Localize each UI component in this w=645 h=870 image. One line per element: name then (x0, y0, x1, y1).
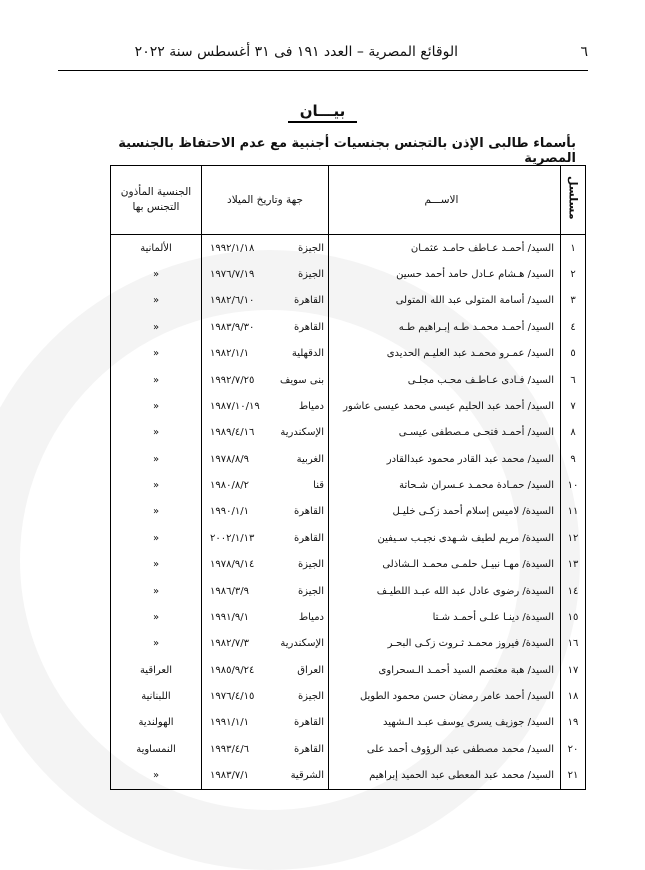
birth-cell-place: الجيزة (297, 585, 324, 597)
table-row (111, 446, 585, 472)
table-row (111, 288, 585, 314)
nationality-cell (111, 393, 202, 419)
name-cell (329, 736, 561, 762)
nationality-cell (111, 288, 202, 314)
birth-cell (202, 736, 329, 762)
serial-cell-no: ١٠ (567, 480, 579, 492)
nationality-cell-nationality: « (152, 559, 160, 571)
nationality-cell-nationality: « (152, 400, 160, 412)
birth-cell (202, 341, 329, 367)
name-cell (329, 367, 561, 393)
birth-cell-date: ١٩٩١/٩/١ (210, 611, 249, 623)
birth-cell-date: ٢٠٠٢/١/١٣ (210, 532, 255, 544)
nationality-cell (111, 604, 202, 630)
serial-cell-no: ١١ (567, 506, 579, 518)
name-cell (329, 446, 561, 472)
serial-cell (561, 235, 586, 262)
birth-cell (202, 288, 329, 314)
serial-cell (561, 288, 586, 314)
nationality-cell-nationality: « (152, 638, 160, 650)
nationality-cell-nationality: « (152, 321, 160, 333)
birth-cell (202, 499, 329, 525)
name-cell-name: السيدة/ دينـا علـى أحمـد شـتا (432, 611, 554, 623)
serial-cell (561, 472, 586, 498)
applicants-grid (111, 166, 585, 789)
birth-cell-place: القاهرة (294, 321, 324, 333)
birth-cell-place: دمياط (298, 611, 324, 623)
birth-cell-date: ١٩٨٦/٣/٩ (210, 585, 249, 597)
table-row (111, 552, 585, 578)
nationality-cell (111, 472, 202, 498)
birth-cell-place: قنا (313, 480, 324, 492)
birth-cell-date: ١٩٧٨/٩/١٤ (210, 559, 255, 571)
serial-cell (561, 710, 586, 736)
table-row (111, 472, 585, 498)
birth-cell-place: القاهرة (294, 532, 324, 544)
birth-cell-place: القاهرة (294, 295, 324, 307)
name-cell (329, 420, 561, 446)
birth-cell-place: القاهرة (294, 717, 324, 729)
nationality-cell-nationality: الهولندية (138, 717, 174, 729)
nationality-cell-nationality: « (152, 611, 160, 623)
header-nationality: الجنسية المأذون التجنس بها (111, 166, 202, 235)
birth-cell (202, 314, 329, 340)
nationality-cell (111, 736, 202, 762)
serial-cell-no: ٤ (570, 321, 576, 333)
nationality-cell-nationality: « (152, 295, 160, 307)
table-row (111, 525, 585, 551)
name-cell (329, 341, 561, 367)
name-cell-name: السيدة/ مريم لطيف شـهدى نجيـب سـيفين (377, 532, 554, 544)
birth-cell (202, 683, 329, 709)
nationality-cell-nationality: « (152, 453, 160, 465)
table-row (111, 261, 585, 287)
serial-cell (561, 446, 586, 472)
birth-cell (202, 393, 329, 419)
statement-heading (0, 102, 645, 120)
nationality-cell-nationality: « (152, 374, 160, 386)
nationality-cell-nationality: الألمانية (140, 242, 172, 254)
nationality-cell (111, 631, 202, 657)
nationality-cell (111, 314, 202, 340)
nationality-cell-nationality: « (152, 770, 160, 782)
name-cell-name: السيد/ هـشام عـادل حامد أحمد حسين (396, 269, 554, 281)
serial-cell-no: ١٥ (567, 611, 579, 623)
birth-cell (202, 420, 329, 446)
serial-cell (561, 657, 586, 683)
table-row (111, 604, 585, 630)
header-birth: جهة وتاريخ الميلاد (202, 166, 329, 235)
serial-cell (561, 420, 586, 446)
serial-cell (561, 393, 586, 419)
serial-cell (561, 314, 586, 340)
birth-cell-date: ١٩٩٢/٧/٢٥ (210, 374, 255, 386)
table-row (111, 341, 585, 367)
name-cell (329, 552, 561, 578)
birth-cell (202, 657, 329, 683)
serial-cell-no: ٢ (570, 269, 576, 281)
serial-cell-no: ١٧ (567, 664, 579, 676)
serial-cell-no: ١٩ (567, 717, 579, 729)
birth-cell-place: الشرقية (290, 770, 324, 782)
birth-cell-date: ١٩٨٢/٦/١٠ (210, 295, 255, 307)
name-cell-name: السيد/ أحمد عامر رمضان حسن محمود الطويل (359, 691, 554, 703)
serial-cell (561, 631, 586, 657)
serial-cell (561, 683, 586, 709)
name-cell (329, 657, 561, 683)
birth-cell (202, 472, 329, 498)
birth-cell-place: الدقهلية (291, 348, 324, 360)
table-row (111, 683, 585, 709)
table-row (111, 314, 585, 340)
nationality-cell (111, 552, 202, 578)
birth-cell-date: ١٩٩٢/١/١٨ (210, 242, 255, 254)
nationality-cell (111, 499, 202, 525)
name-cell-name: السيدة/ رضوى عادل عبد الله عبـد اللطيـف (376, 585, 554, 597)
serial-cell (561, 341, 586, 367)
name-cell-name: السيد/ حمـادة محمـد عـسران شـحاتة (399, 480, 554, 492)
name-cell (329, 525, 561, 551)
name-cell (329, 683, 561, 709)
birth-cell-place: الجيزة (297, 269, 324, 281)
table-row (111, 499, 585, 525)
page-header (58, 40, 588, 71)
name-cell (329, 763, 561, 789)
birth-cell-date: ١٩٩٣/٤/٦ (210, 743, 249, 755)
nationality-cell (111, 367, 202, 393)
birth-cell (202, 578, 329, 604)
name-cell (329, 499, 561, 525)
birth-cell (202, 710, 329, 736)
birth-cell-place: الإسكندرية (280, 427, 324, 439)
name-cell (329, 578, 561, 604)
nationality-cell (111, 235, 202, 262)
serial-cell-no: ١٦ (567, 638, 579, 650)
nationality-cell-nationality: « (152, 348, 160, 360)
name-cell-name: السيد/ محمد عبد المعطى عبد الحميد إبراهيم (369, 770, 554, 782)
birth-cell-date: ١٩٨٣/٩/٣٠ (210, 321, 255, 333)
nationality-cell (111, 710, 202, 736)
nationality-cell (111, 763, 202, 789)
serial-cell-no: ١٢ (567, 532, 579, 544)
nationality-cell-nationality: « (152, 480, 160, 492)
name-cell (329, 288, 561, 314)
statement-title: بيـــان (288, 102, 358, 123)
table-row (111, 657, 585, 683)
nationality-cell-nationality: « (152, 506, 160, 518)
serial-cell (561, 736, 586, 762)
serial-cell-no: ٦ (570, 374, 576, 386)
birth-cell-place: الجيزة (297, 691, 324, 703)
name-cell-name: السيد/ أحمـد عـاطف حامـد عثمـان (410, 242, 554, 254)
birth-cell (202, 552, 329, 578)
nationality-cell (111, 525, 202, 551)
birth-cell-date: ١٩٨٠/٨/٢ (210, 480, 249, 492)
name-cell-name: السيد/ أسامة المتولى عبد الله المتولى (395, 295, 554, 307)
birth-cell (202, 631, 329, 657)
birth-cell (202, 235, 329, 262)
serial-cell-no: ٣ (570, 295, 576, 307)
serial-cell (561, 552, 586, 578)
nationality-cell (111, 420, 202, 446)
header-serial: مسلسل (561, 166, 586, 235)
nationality-cell-nationality: « (152, 532, 160, 544)
serial-cell-no: ٢١ (567, 770, 579, 782)
page-number: ٦ (580, 44, 588, 60)
birth-cell (202, 525, 329, 551)
table-row (111, 710, 585, 736)
birth-cell-place: الجيزة (297, 242, 324, 254)
birth-cell-date: ١٩٧٨/٨/٩ (210, 453, 249, 465)
table-row (111, 367, 585, 393)
birth-cell-place: دمياط (298, 400, 324, 412)
name-cell (329, 710, 561, 736)
name-cell (329, 631, 561, 657)
name-cell (329, 261, 561, 287)
birth-cell-date: ١٩٩١/١/١ (210, 717, 249, 729)
name-cell (329, 393, 561, 419)
name-cell-name: السيد/ جوزيف يسرى يوسف عبـد الـشهيد (382, 717, 554, 729)
nationality-cell-nationality: « (152, 269, 160, 281)
birth-cell-place: العراق (297, 664, 324, 676)
name-cell-name: السيد/ فـادى عـاطـف محـب مجلـى (407, 374, 554, 386)
birth-cell-date: ١٩٨٥/٩/٢٤ (210, 664, 255, 676)
birth-cell (202, 367, 329, 393)
table-row (111, 631, 585, 657)
birth-cell-date: ١٩٨٩/٤/١٦ (210, 427, 255, 439)
serial-cell (561, 578, 586, 604)
serial-cell (561, 261, 586, 287)
nationality-cell-nationality: اللبنانية (141, 691, 171, 703)
nationality-cell-nationality: النمساوية (136, 743, 176, 755)
serial-cell-no: ٥ (570, 348, 576, 360)
birth-cell-place: القاهرة (294, 743, 324, 755)
table-row (111, 235, 585, 262)
running-title: الوقائع المصرية – العدد ١٩١ فى ٣١ أغسطس سنة ٢٠٢٢ (134, 44, 458, 60)
table-row (111, 420, 585, 446)
table-row (111, 393, 585, 419)
serial-cell-no: ٢٠ (567, 743, 579, 755)
birth-cell-date: ١٩٨٢/٧/٣ (210, 638, 249, 650)
nationality-cell (111, 578, 202, 604)
serial-cell-no: ٩ (570, 453, 576, 465)
name-cell-name: السيد/ محمد عبد القادر محمود عبدالقادر (386, 453, 554, 465)
nationality-cell-nationality: العراقية (139, 664, 173, 676)
table-header-row (111, 166, 585, 235)
nationality-cell (111, 683, 202, 709)
birth-cell-place: الغربية (296, 453, 324, 465)
name-cell (329, 235, 561, 262)
table-row (111, 736, 585, 762)
serial-cell-no: ١ (570, 242, 576, 254)
name-cell-name: السيدة/ لاميس إسلام أحمد زكـى خليـل (392, 506, 554, 518)
table-row (111, 763, 585, 789)
applicants-table (110, 165, 586, 790)
document-subtitle: بأسماء طالبى الإذن بالتجنس بجنسيات أجنبية مع عدم الاحتفاظ بالجنسية المصرية (118, 136, 576, 166)
birth-cell-place: القاهرة (294, 506, 324, 518)
name-cell-name: السيدة/ فيروز محمـد ثـروت زكـى البحـر (387, 638, 554, 650)
serial-cell (561, 763, 586, 789)
nationality-cell (111, 261, 202, 287)
name-cell (329, 604, 561, 630)
birth-cell-place: الإسكندرية (280, 638, 324, 650)
birth-cell (202, 261, 329, 287)
name-cell-name: السيد/ أحمـد فتحـى مـصطفى عيسـى (398, 427, 554, 439)
nationality-cell (111, 446, 202, 472)
birth-cell-date: ١٩٧٦/٧/١٩ (210, 269, 255, 281)
serial-cell-no: ٧ (570, 400, 576, 412)
serial-cell (561, 367, 586, 393)
birth-cell-place: الجيزة (297, 559, 324, 571)
name-cell (329, 314, 561, 340)
serial-cell-no: ١٤ (567, 585, 579, 597)
name-cell-name: السيد/ أحمـد محمـد طـه إبـراهيم طـه (398, 321, 554, 333)
name-cell-name: السيد/ هبة معتصم السيد أحمـد الـسحراوى (378, 664, 554, 676)
nationality-cell-nationality: « (152, 427, 160, 439)
header-name: الاســـم (329, 166, 561, 235)
nationality-cell (111, 341, 202, 367)
name-cell-name: السيد/ محمد مصطفى عبد الرؤوف أحمد على (366, 743, 554, 755)
nationality-cell-nationality: « (152, 585, 160, 597)
birth-cell-date: ١٩٧٦/٤/١٥ (210, 691, 255, 703)
serial-cell-no: ٨ (570, 427, 576, 439)
birth-cell-date: ١٩٨٣/٧/١ (210, 770, 249, 782)
birth-cell-place: بنى سويف (280, 374, 324, 386)
birth-cell-date: ١٩٨٧/١٠/١٩ (210, 400, 260, 412)
name-cell-name: السيد/ عمـرو محمـد عبد العليـم الحديدى (386, 348, 554, 360)
name-cell (329, 472, 561, 498)
birth-cell (202, 604, 329, 630)
birth-cell-date: ١٩٩٠/١/١ (210, 506, 249, 518)
serial-cell-no: ١٣ (567, 559, 579, 571)
serial-cell (561, 499, 586, 525)
nationality-cell (111, 657, 202, 683)
serial-cell (561, 604, 586, 630)
serial-cell (561, 525, 586, 551)
name-cell-name: السيد/ أحمد عبد الحليم عيسى محمد عيسى عاشور (343, 400, 554, 412)
name-cell-name: السيدة/ مهـا نبيـل حلمـى محمـد الـشاذلى (382, 559, 554, 571)
table-row (111, 578, 585, 604)
serial-cell-no: ١٨ (567, 691, 579, 703)
birth-cell-date: ١٩٨٢/١/١ (210, 348, 249, 360)
birth-cell (202, 763, 329, 789)
birth-cell (202, 446, 329, 472)
